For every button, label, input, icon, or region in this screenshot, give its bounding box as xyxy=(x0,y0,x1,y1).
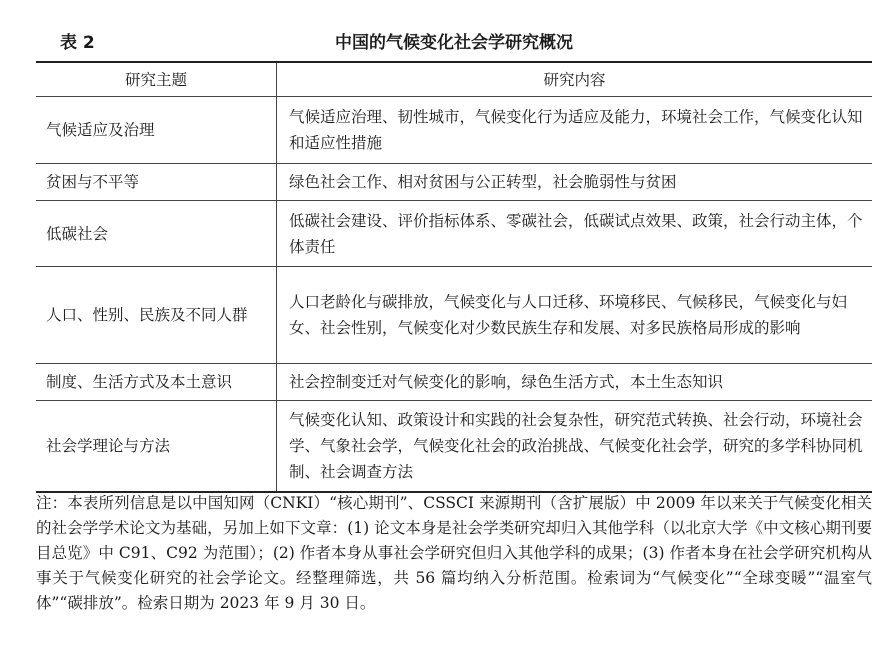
row-content: 绿色社会工作、相对贫困与公正转型，社会脆弱性与贫困 xyxy=(277,164,873,201)
header-content: 研究内容 xyxy=(277,62,873,97)
row-topic: 贫困与不平等 xyxy=(36,164,277,201)
row-content: 人口老龄化与碳排放，气候变化与人口迁移、环境移民、气候移民，气候变化与妇女、社会性别，气候变化对少数民族生存和发展、对多民族格局形成的影响 xyxy=(277,267,873,364)
table-number: 表 2 xyxy=(60,33,95,53)
table-row xyxy=(36,201,872,267)
table-row xyxy=(36,97,872,164)
table-note: 注：本表所列信息是以中国知网（CNKI）“核心期刊”、CSSCI 来源期刊（含扩展版）中 2009 年以来关于气候变化相关的社会学学术论文为基础，另加上如下文章：(1) 论文本身是社会学类研究却归入其他学科（以北京大学《中文核心期刊要目总览》中 C91、C92 为范围）；(2) 作者本身从事社会学研究但归入其他学科的成果；(3) 作者本身在社会学研究机构从事关于气候变化研究的社会学论文。经整理筛选，共 56 篇均纳入分析范围。检索词为“气候变化”“全球变暖”“温室气体”“碳排放”。检索日期为 2023 年 9 月 30 日。 xyxy=(36,494,872,612)
research-overview-table xyxy=(36,61,872,493)
row-content: 气候变化认知、政策设计和实践的社会复杂性，研究范式转换、社会行动，环境社会学、气象社会学，气候变化社会的政治挑战、气候变化社会学，研究的多学科协同机制、社会调查方法 xyxy=(289,410,863,481)
header-topic: 研究主题 xyxy=(36,62,277,97)
row-content: 低碳社会建设、评价指标体系、零碳社会，低碳试点效果、政策，社会行动主体，个体责任 xyxy=(277,201,873,267)
row-content: 社会控制变迁对气候变化的影响，绿色生活方式，本土生态知识 xyxy=(277,364,873,401)
table-row xyxy=(36,164,872,201)
row-topic: 低碳社会 xyxy=(36,201,277,267)
table-title: 中国的气候变化社会学研究概况 xyxy=(335,33,573,53)
row-topic: 社会学理论与方法 xyxy=(36,401,277,492)
row-topic: 气候适应及治理 xyxy=(36,97,277,164)
table-row xyxy=(36,267,872,364)
row-topic: 人口、性别、民族及不同人群 xyxy=(36,267,277,364)
row-content: 气候适应治理、韧性城市，气候变化行为适应及能力，环境社会工作，气候变化认知和适应性措施 xyxy=(277,97,873,164)
table-caption xyxy=(36,26,872,58)
table-row xyxy=(36,401,872,492)
row-topic: 制度、生活方式及本土意识 xyxy=(36,364,277,401)
table-header-row xyxy=(36,62,872,97)
table-row xyxy=(36,364,872,401)
